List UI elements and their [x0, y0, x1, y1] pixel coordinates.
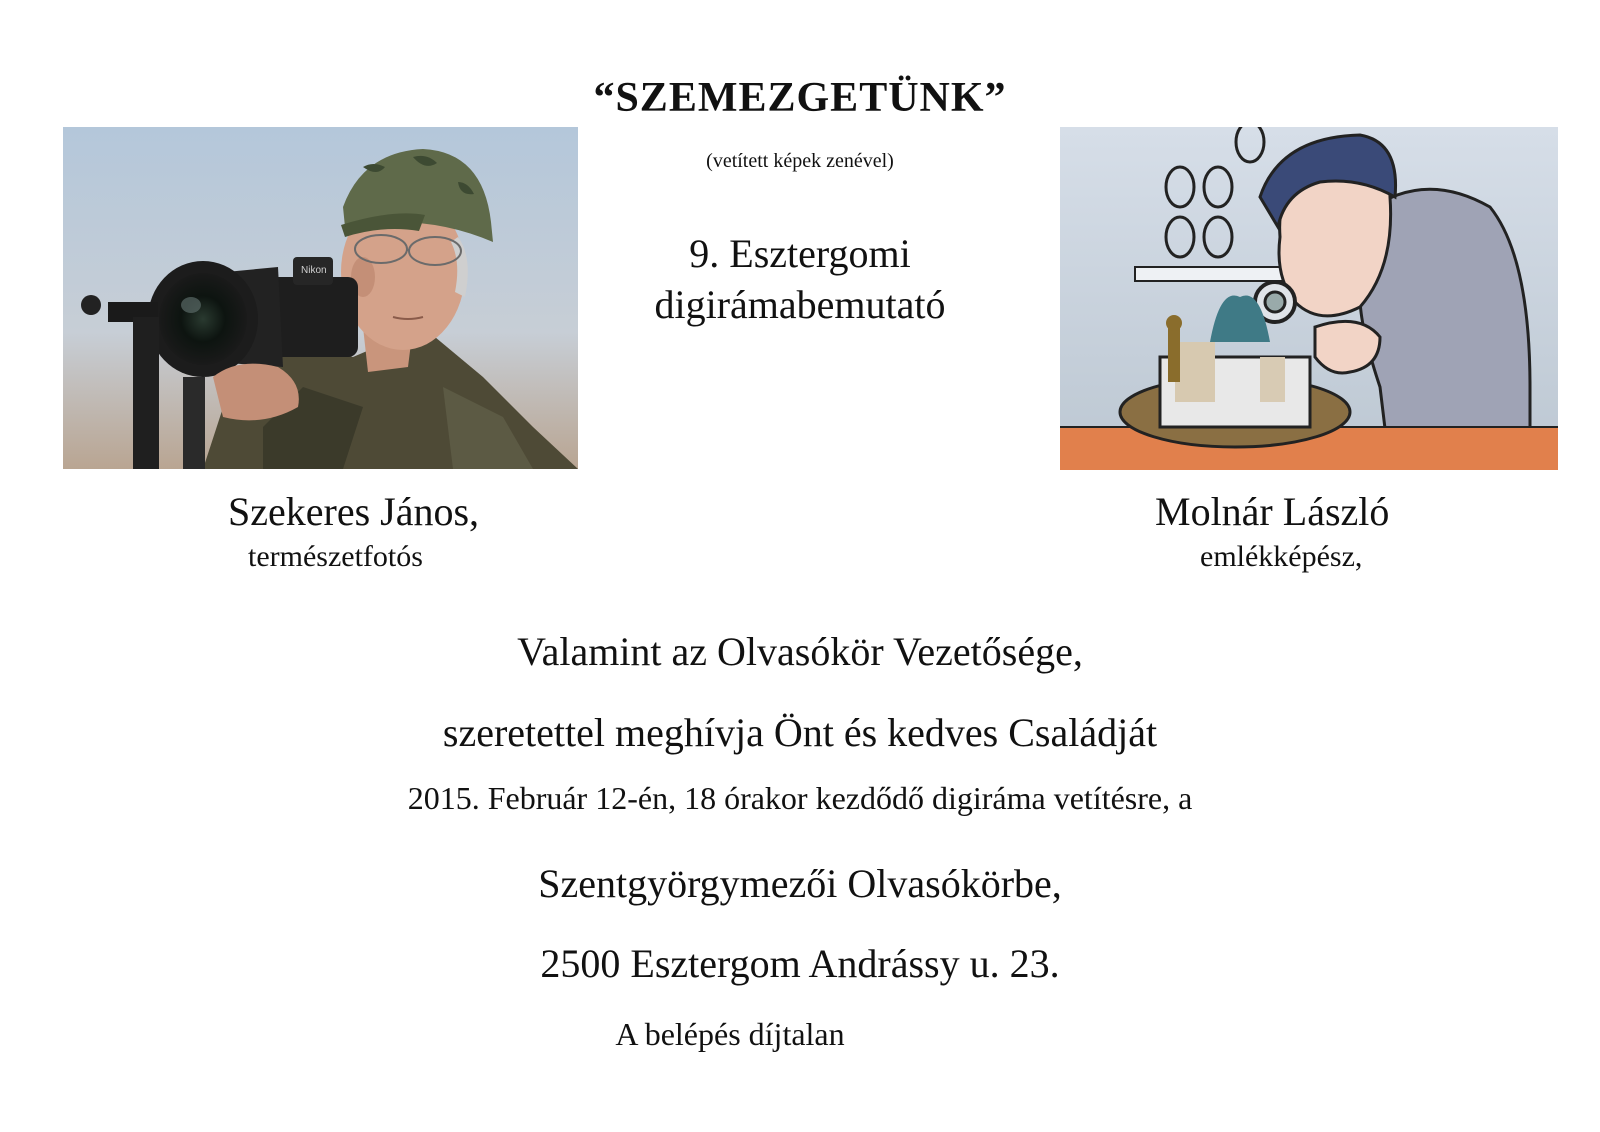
presenter-left-name: Szekeres János,: [228, 489, 480, 534]
presenter-right-role: emlékképész,: [1200, 540, 1363, 573]
presenter-right-name: Molnár László: [1155, 489, 1390, 534]
invitation-entry-note: A belépés díjtalan: [615, 1016, 845, 1052]
photographer-photo: [63, 127, 578, 469]
invitation-line-organizers: Valamint az Olvasókör Vezetősége,: [517, 629, 1083, 674]
invitation-venue: Szentgyörgymezői Olvasókörbe,: [538, 861, 1062, 906]
invitation-title: “SZEMEZGETÜNK”: [593, 75, 1007, 121]
event-name-line1: 9. Esztergomi: [689, 231, 911, 276]
invitation-line-date: 2015. Február 12-én, 18 órakor kezdődő digiráma vetítésre, a: [407, 780, 1193, 816]
presenter-left-role: természetfotós: [248, 540, 423, 573]
invitation-line-invite: szeretettel meghívja Önt és kedves Családját: [442, 710, 1158, 755]
svg-text:Nikon: Nikon: [301, 265, 327, 276]
cartoon-illustration: [1060, 127, 1558, 470]
invitation-subtitle: (vetített képek zenével): [706, 150, 894, 172]
event-name-line2: digirámabemutató: [654, 282, 946, 327]
invitation-address: 2500 Esztergom Andrássy u. 23.: [540, 941, 1060, 986]
